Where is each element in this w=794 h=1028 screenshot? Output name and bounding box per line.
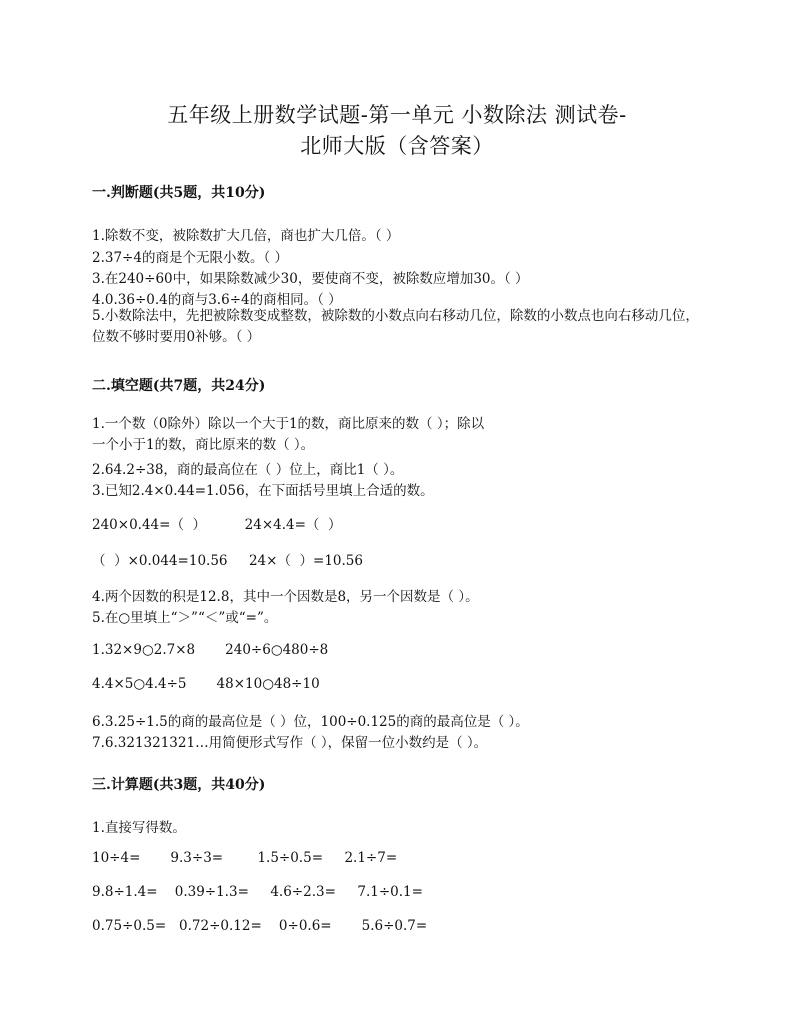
s2-q3-row-1: 240×0.44=（ ） 24×4.4=（ ）	[92, 517, 342, 533]
s1-question-1: 1.除数不变，被除数扩大几倍，商也扩大几倍。（ ）	[92, 228, 400, 244]
title-line-2: 北师大版（含答案）	[300, 134, 494, 158]
s3-question-1: 1.直接写得数。	[92, 820, 186, 836]
s3-row-3: 0.75÷0.5= 0.72÷0.12= 0÷0.6= 5.6÷0.7=	[92, 918, 428, 934]
title-line-1: 五年级上册数学试题-第一单元 小数除法 测试卷-	[167, 103, 627, 127]
s1-question-4: 4.0.36÷0.4的商与3.6÷4的商相同。（ ）	[92, 292, 342, 308]
s2-question-6: 6.3.25÷1.5的商的最高位是（ ）位，100÷0.125的商的最高位是（ ）。	[92, 714, 529, 730]
s1-question-3: 3.在240÷60中，如果除数减少30，要使商不变，被除数应增加30。（ ）	[92, 271, 529, 287]
s2-question-1: 1.一个数（0除外）除以一个大于1的数，商比原来的数（ ）；除以一个小于1的数，商比原来的数（ ）。	[92, 416, 485, 453]
s3-row-2: 9.8÷1.4= 0.39÷1.3= 4.6÷2.3= 7.1÷0.1=	[92, 884, 423, 900]
s2-question-7: 7.6.321321321…用简便形式写作（ ），保留一位小数约是（ ）。	[92, 735, 488, 751]
s2-question-3: 3.已知2.4×0.44=1.056，在下面括号里填上合适的数。	[92, 483, 434, 499]
s3-row-1: 10÷4= 9.3÷3= 1.5÷0.5= 2.1÷7=	[92, 850, 398, 866]
section-3-heading: 三.计算题(共3题，共40分)	[92, 777, 266, 793]
s2-question-2: 2.64.2÷38，商的最高位在（ ）位上，商比1（ ）。	[92, 462, 404, 478]
s2-q5-row-2: 4.4×5○4.4÷5 48×10○48÷10	[92, 676, 320, 692]
s2-q3-row-2: （ ）×0.044=10.56 24×（ ）=10.56	[92, 553, 363, 569]
s2-question-4: 4.两个因数的积是12.8，其中一个因数是8，另一个因数是（ ）。	[92, 589, 479, 605]
s1-question-2: 2.37÷4的商是个无限小数。（ ）	[92, 250, 289, 266]
s1-question-5: 5.小数除法中，先把被除数变成整数，被除数的小数点向右移动几位，除数的小数点也向右移动几位，位数不够时要用0补够。（ ）	[92, 308, 699, 345]
s2-q5-row-1: 1.32×9○2.7×8 240÷6○480÷8	[92, 642, 329, 658]
section-1-heading: 一.判断题(共5题，共10分)	[92, 185, 266, 201]
s2-question-5: 5.在○里填上“＞”“＜”或“=”。	[92, 610, 278, 626]
section-2-heading: 二.填空题(共7题，共24分)	[92, 378, 266, 394]
